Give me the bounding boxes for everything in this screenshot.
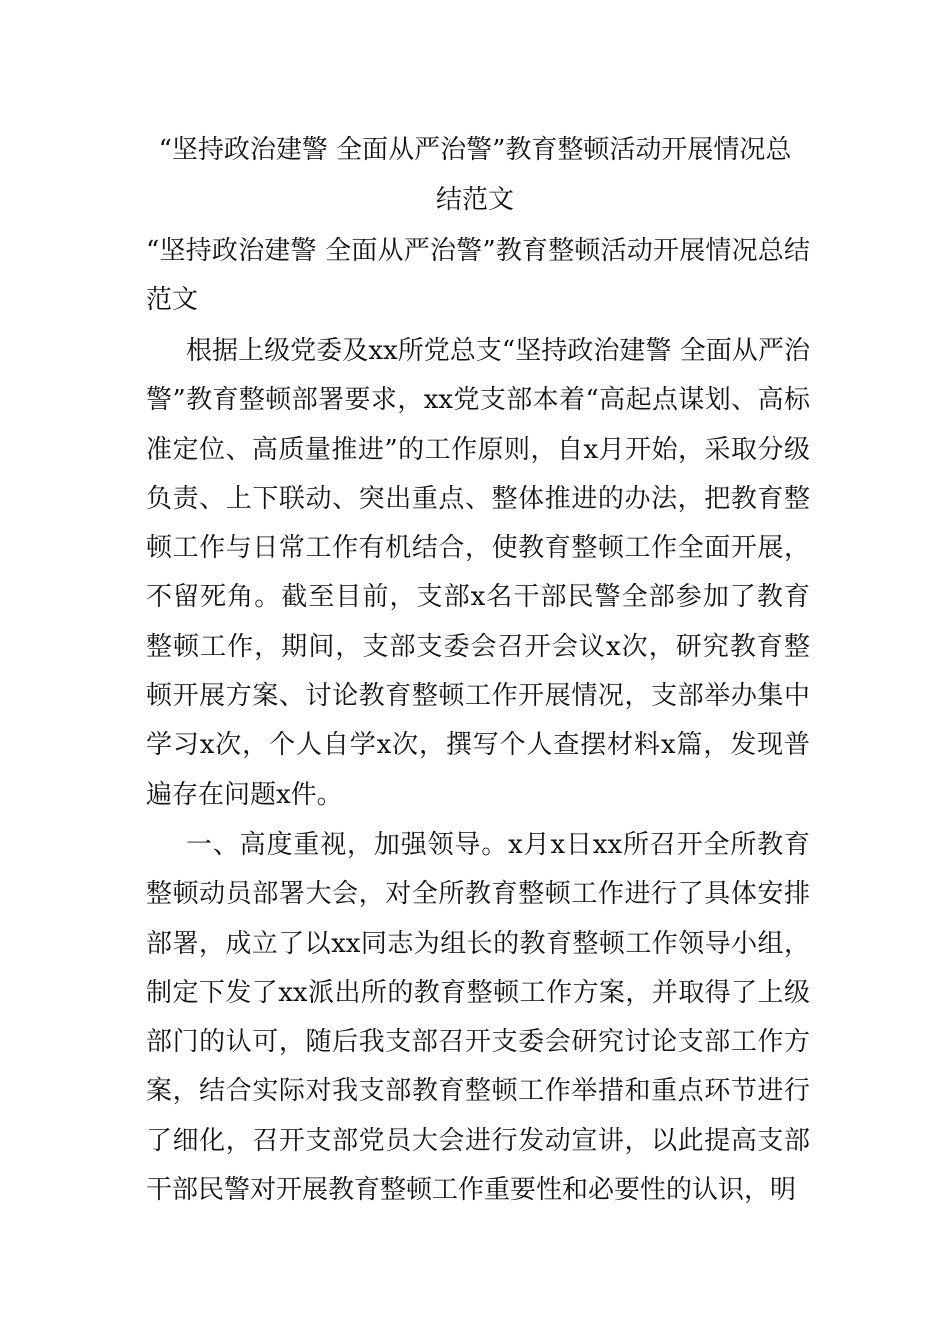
paragraph-1: 根据上级党委及xx所党总支“坚持政治建警 全面从严治警”教育整顿部署要求，xx党支部本着“高起点谋划、高标准定位、高质量推进”的工作原则，自x月开始，采取分级负责、上下联动、突出重点、整体推进的办法，把教育整顿工作与日常工作有机结合，使教育整顿工作全面开展，不留死角。截至目前，支部x名干部民警全部参加了教育整顿工作，期间，支部支委会召开会议x次，研究教育整顿开展方案、讨论教育整顿工作开展情况，支部举办集中学习x次，个人自学x次，撰写个人查摆材料x篇，发现普遍存在问题x件。 (146, 336, 810, 810)
document-title-line-2: 结范文 (435, 185, 514, 215)
document-subtitle: “坚持政治建警 全面从严治警”教育整顿活动开展情况总结范文 (146, 236, 810, 316)
paragraph-2: 一、高度重视，加强领导。x月x日xx所召开全所教育整顿动员部署大会，对全所教育整顿工作进行了具体安排部署，成立了以xx同志为组长的教育整顿工作领导小组，制定下发了xx派出所的教育整顿工作方案，并取得了上级部门的认可，随后我支部召开支委会研究讨论支部工作方案，结合实际对我支部教育整顿工作举措和重点环节进行了细化，召开支部党员大会进行发动宣讲，以此提高支部干部民警对开展教育整顿工作重要性和必要性的认识，明 (146, 830, 810, 1206)
document-title-line-1: “坚持政治建警 全面从严治警”教育整顿活动开展情况总 (158, 135, 792, 165)
